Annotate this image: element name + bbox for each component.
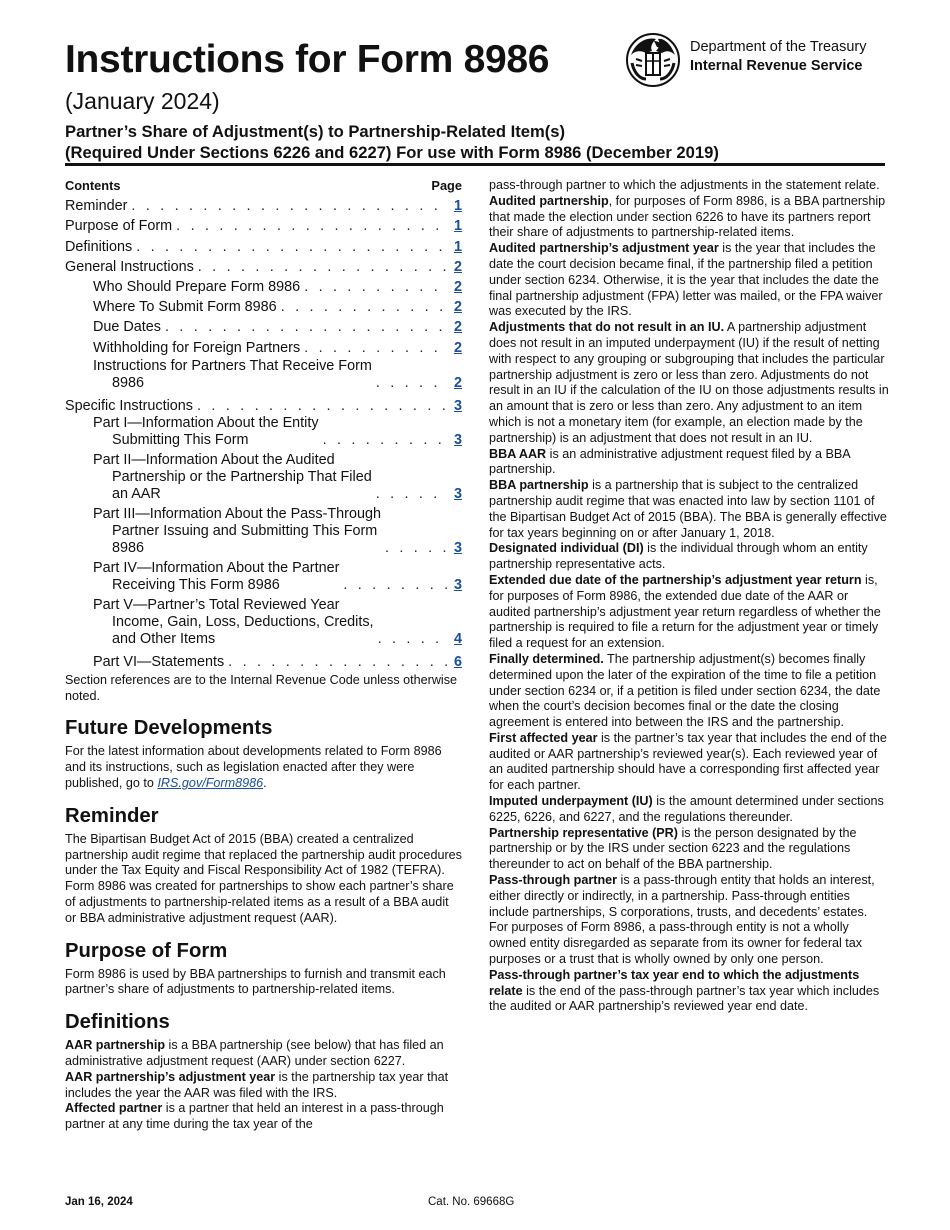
- def-bba-aar: BBA AAR is an administrative adjustment request filed by a BBA partnership.: [489, 446, 850, 477]
- toc-item-partners-receive[interactable]: Instructions for Partners That Receive Form 8986 . . . 2: [65, 358, 462, 395]
- toc-heading: Contents: [65, 178, 121, 193]
- definitions-heading: Definitions: [65, 1011, 170, 1034]
- toc-item-purpose[interactable]: Purpose of Form . . . 1: [65, 215, 462, 235]
- irs-label: Internal Revenue Service: [690, 58, 863, 74]
- toc-page-link[interactable]: 2: [453, 319, 462, 336]
- def-finally-determined: Finally determined. The partnership adjustment(s) becomes finally determined upon the later of the expiration of the time to file a petition under section 6234 or, if a petition is filed under section 6234, the date when the court’s decision becomes final or the date the closing agreement is entered into between the IRS and the partnership.: [489, 651, 881, 730]
- def-extended-due-date: Extended due date of the partnership’s adjustment year return is, for purposes of Form 8986, the extended due date of the AAR or audited partnership’s adjustment year return regardless of whether the partnership is required to file a return for the adjustment year or timely filed a request for an extension.: [489, 572, 881, 651]
- toc-item-part-3[interactable]: Part III—Information About the Pass-Through Partner Issuing and Submitting This Form 8986 . . . 3: [65, 506, 462, 560]
- toc-page-link[interactable]: 1: [453, 218, 462, 235]
- def-imputed-underpayment: Imputed underpayment (IU) is the amount determined under sections 6225, 6226, and 6227, and the regulations thereunder.: [489, 794, 884, 824]
- toc-page-link[interactable]: 4: [453, 630, 462, 647]
- footer-date: Jan 16, 2024: [65, 1196, 133, 1208]
- toc-item-due-dates[interactable]: Due Dates . . . 2: [65, 316, 462, 336]
- subtitle-line-1: Partner’s Share of Adjustment(s) to Partnership-Related Item(s): [65, 122, 566, 141]
- toc-page-heading: Page: [431, 178, 462, 193]
- def-audited-year: Audited partnership’s adjustment year is the year that includes the date the court decision became final, if the partnership filed a petition under section 6234. Otherwise, it is the year that includes the date the final partnership adjustment (FPA) letter was mailed, or the FPA waiver was executed by the IRS.: [489, 241, 883, 319]
- left-column: [65, 178, 462, 1133]
- toc-header: [65, 178, 462, 194]
- def-designated-individual: Designated individual (DI) is the individual through whom an entity partnership representative acts.: [489, 541, 868, 572]
- toc-page-link[interactable]: 3: [453, 431, 462, 448]
- toc-item-reminder[interactable]: Reminder . . . 1: [65, 195, 462, 215]
- toc-page-link[interactable]: 3: [453, 576, 462, 593]
- footer-catalog-number: Cat. No. 69668G: [428, 1196, 515, 1208]
- document-title: Instructions for Form 8986: [65, 38, 550, 81]
- toc-page-link[interactable]: 2: [453, 278, 462, 295]
- document-date: (January 2024): [65, 88, 220, 114]
- section-reference-note: Section references are to the Internal Revenue Code unless otherwise noted.: [65, 672, 458, 703]
- toc-item-part-4[interactable]: Part IV—Information About the Partner Receiving This Form 8986 . . . 3: [65, 560, 462, 597]
- def-pass-through-year-end: Pass-through partner’s tax year end to which the adjustments relate is the end of the pass-through partner’s tax year which includes the audited or AAR partnership’s reviewed year end date.: [489, 967, 880, 1014]
- future-developments-heading: Future Developments: [65, 717, 273, 740]
- def-aar-year: AAR partnership’s adjustment year is the partnership tax year that includes the year the AAR was filed with the IRS.: [65, 1069, 449, 1100]
- toc-page-link[interactable]: 3: [453, 539, 462, 556]
- toc-item-withholding[interactable]: Withholding for Foreign Partners . . . 2: [65, 336, 462, 356]
- agency-name: [690, 38, 867, 76]
- toc-item-part-2[interactable]: Part II—Information About the Audited Partnership or the Partnership That Filed an AAR . . . 3: [65, 452, 462, 506]
- def-aar-partnership: AAR partnership is a BBA partnership (see below) that has filed an administrative adjustment request (AAR) under section 6227.: [65, 1038, 444, 1069]
- toc-page-link[interactable]: 2: [453, 339, 462, 356]
- department-label: Department of the Treasury: [690, 39, 867, 55]
- def-bba-partnership: BBA partnership is a partnership that is subject to the centralized partnership audit regime that was enacted into law by section 1101 of the Bipartisan Budget Act of 2015 (BBA). The BBA is generally effective for tax years beginning on or after January 1, 2018.: [489, 478, 887, 540]
- purpose-text: Form 8986 is used by BBA partnerships to furnish and transmit each partner’s share of adjustments to partnership-related items.: [65, 966, 446, 997]
- header-divider: [65, 163, 885, 166]
- toc-page-link[interactable]: 1: [453, 238, 462, 255]
- reminder-heading: Reminder: [65, 804, 159, 827]
- reminder-text: The Bipartisan Budget Act of 2015 (BBA) created a centralized partnership audit regime that replaced the partnership audit procedures under the Tax Equity and Fiscal Responsibility Act of 1982 (TEFRA). Form 8986 was created for partnerships to show each partner’s share of adjustments to partnership-related items as a result of a BBA audit or BBA administrative adjustment request (AAR).: [65, 831, 462, 925]
- def-audited-partnership: Audited partnership, for purposes of Form 8986, is a BBA partnership that made the election under section 6226 to have its partners report their share of adjustments to partnership-related items.: [489, 193, 886, 240]
- purpose-heading: Purpose of Form: [65, 939, 228, 962]
- def-no-iu: Adjustments that do not result in an IU. A partnership adjustment does not result in an imputed underpayment (IU) if the result of netting with respect to any grouping or subgrouping that includes the particular partnership adjustment is zero or less than zero. Adjustments do not result in an IU if the calculation of the IU on those adjustments results in an amount that is zero or less than zero. Any adjustment to an item which is not a monetary item (for example, an election made by the partnership) is an adjustment that does not result in an IU.: [489, 320, 889, 445]
- toc-item-part-1[interactable]: Part I—Information About the Entity Submitting This Form . . . 3: [65, 415, 462, 452]
- toc-item-part-6[interactable]: Part VI—Statements . . . 6: [65, 651, 462, 671]
- toc-page-link[interactable]: 2: [453, 374, 462, 391]
- toc-page-link[interactable]: 6: [453, 653, 462, 670]
- toc-item-who-prepare[interactable]: Who Should Prepare Form 8986 . . . 2: [65, 276, 462, 296]
- def-pass-through-partner: Pass-through partner is a pass-through entity that holds an interest, either directly or indirectly, in a partnership. Pass-through entities include partnerships, S corporations, trusts, and decedents’ estates. For purposes of Form 8986, a pass-through entity is not a wholly owned entity disregarded as separate from its owner for federal tax purposes or a trust that is wholly owned by only one person.: [489, 873, 875, 967]
- toc-item-general[interactable]: General Instructions . . . 2: [65, 256, 462, 276]
- future-developments-text: For the latest information about developments related to Form 8986 and its instructions, such as legislation enacted after they were published, go to IRS.gov/Form8986.: [65, 744, 442, 791]
- irs-form-link[interactable]: IRS.gov/Form8986: [157, 776, 264, 791]
- toc-page-link[interactable]: 1: [453, 198, 462, 215]
- toc-item-where-submit[interactable]: Where To Submit Form 8986 . . . 2: [65, 296, 462, 316]
- toc-page-link[interactable]: 2: [453, 258, 462, 275]
- toc-page-link[interactable]: 2: [453, 299, 462, 316]
- toc-item-specific[interactable]: Specific Instructions . . . 3: [65, 395, 462, 415]
- irs-eagle-logo-icon: [622, 33, 684, 88]
- toc-page-link[interactable]: 3: [453, 485, 462, 502]
- right-column: [489, 178, 889, 1015]
- form-subtitle: [65, 121, 719, 163]
- toc-item-part-5[interactable]: Part V—Partner’s Total Reviewed Year Income, Gain, Loss, Deductions, Credits, and Other Items . . . 4: [65, 597, 462, 651]
- def-affected-partner-cont: pass-through partner to which the adjustments in the statement relate.: [489, 178, 880, 192]
- subtitle-line-2: (Required Under Sections 6226 and 6227) For use with Form 8986 (December 2019): [65, 143, 719, 162]
- toc-page-link[interactable]: 3: [453, 397, 462, 414]
- def-affected-partner: Affected partner is a partner that held an interest in a pass-through partner at any time during the tax year of the: [65, 1101, 444, 1132]
- def-first-affected-year: First affected year is the partner’s tax year that includes the end of the audited or AAR partnership’s reviewed year(s). Each reviewed year of an audited partnership should have a corresponding first affected year for each partner.: [489, 730, 887, 793]
- def-partnership-representative: Partnership representative (PR) is the person designated by the partnership or by the IRS under section 6223 and the regulations thereunder to act on behalf of the BBA partnership.: [489, 825, 857, 872]
- toc-item-definitions[interactable]: Definitions . . . 1: [65, 235, 462, 255]
